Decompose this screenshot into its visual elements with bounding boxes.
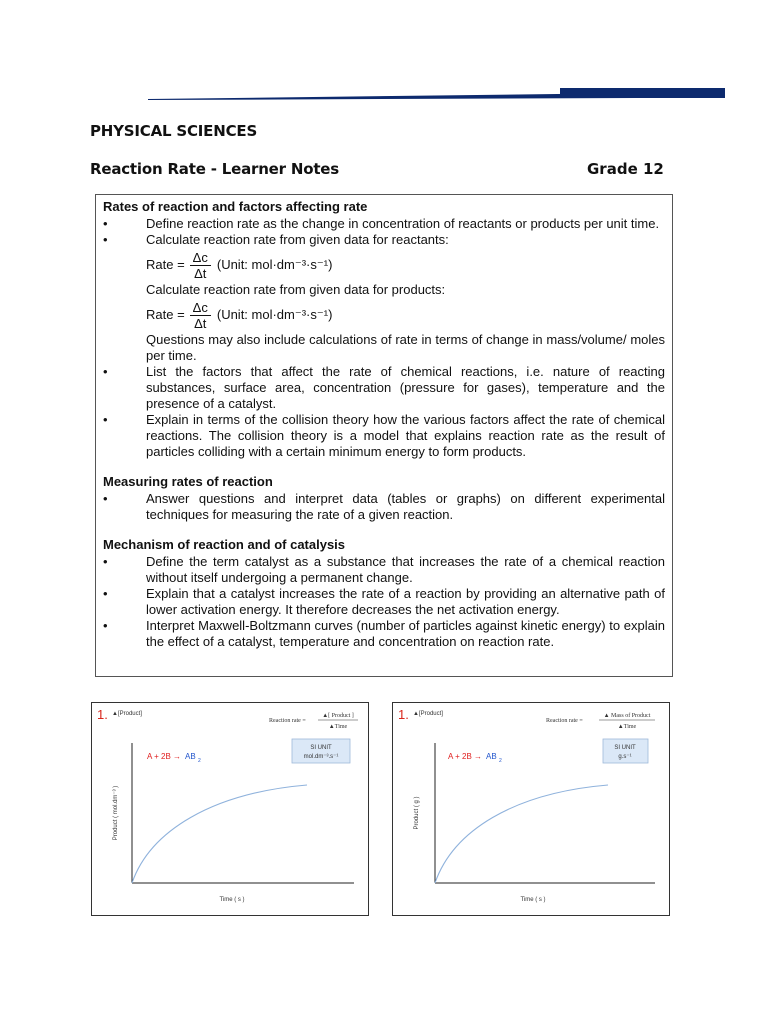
bullet-glyph: • (103, 232, 108, 247)
reaction-equation-rhs: AB (185, 752, 196, 761)
bullet-glyph: • (103, 216, 108, 231)
formula-fraction (190, 300, 211, 331)
list-item (103, 491, 665, 523)
list-item (103, 554, 665, 586)
list-item-text: Explain that a catalyst increases the rate of a reaction by providing an alternative path of lower activation energy. It therefore decreases the net activation energy. (146, 586, 665, 617)
page-subtitle: Reaction Rate - Learner Notes (90, 160, 339, 178)
graph-svg (393, 703, 671, 917)
rate-formula-reactants (103, 248, 665, 282)
section-heading: Measuring rates of reaction (103, 474, 273, 489)
graph-svg (92, 703, 370, 917)
list-item-text: Calculate reaction rate from given data for reactants: (146, 232, 449, 247)
list-item-subtext: Questions may also include calculations of rate in terms of change in mass/volume/ moles per time. (146, 332, 665, 363)
list-item (103, 364, 665, 412)
si-unit-value: mol.dm⁻³.s⁻¹ (303, 754, 339, 760)
y-axis-label: Product ( mol.dm⁻³ ) (113, 785, 119, 841)
list-item (103, 216, 665, 232)
list-item (103, 618, 665, 650)
bullet-glyph: • (103, 491, 108, 506)
formula-denominator: Δt (194, 315, 207, 331)
list-item (103, 412, 665, 460)
bullet-glyph: • (103, 412, 108, 427)
list-item (103, 586, 665, 618)
list-item-text: List the factors that affect the rate of chemical reactions, i.e. nature of reacting substances, surface area, concentration (pressure for gases), temperature and the presence of a catalyst. (146, 364, 665, 411)
learner-notes-box (95, 194, 673, 677)
bullet-glyph: • (103, 554, 108, 569)
list-item-text: Explain in terms of the collision theory how the various factors affect the rate of chemical reactions. The collision theory is a model that explains reaction rate as the result of particles colliding with a certain minimum energy to form products. (146, 412, 665, 459)
product-curve (132, 785, 307, 883)
bullet-glyph: • (103, 618, 108, 633)
formula-fraction (190, 250, 211, 281)
rate-definition-numerator: ▲[ Product ] (322, 713, 354, 719)
graph-number: 1. (398, 707, 409, 722)
formula-lead: Rate = (146, 257, 185, 272)
x-axis-label: Time ( s ) (520, 897, 546, 903)
y-axis-label: Product ( g ) (414, 796, 420, 830)
si-unit-title: SI UNIT (614, 745, 636, 751)
graph-corner-label: ▲[Product] (112, 711, 142, 717)
reaction-equation-rhs: AB (486, 752, 497, 761)
reaction-equation-lhs: A + 2B → (147, 752, 182, 761)
grade-label: Grade 12 (587, 160, 664, 178)
list-item-text: Define the term catalyst as a substance that increases the rate of a chemical reaction without itself undergoing a permanent change. (146, 554, 665, 585)
header-decorative-bar (0, 84, 768, 106)
section-heading: Mechanism of reaction and of catalysis (103, 537, 346, 552)
list-item (103, 232, 665, 248)
formula-unit: (Unit: mol·dm⁻³·s⁻¹) (216, 307, 333, 322)
list-item-text: Answer questions and interpret data (tables or graphs) on different experimental techniques for measuring the rate of a given reaction. (146, 491, 665, 522)
si-unit-title: SI UNIT (310, 745, 332, 751)
section-heading: Rates of reaction and factors affecting rate (103, 199, 368, 214)
graph-panel-concentration (91, 702, 369, 916)
bullet-glyph: • (103, 586, 108, 601)
formula-numerator: Δc (190, 250, 211, 266)
reaction-equation-subscript: 2 (198, 758, 201, 764)
formula-numerator: Δc (190, 300, 211, 316)
rate-definition-denominator: ▲Time (617, 724, 637, 730)
bullet-glyph: • (103, 364, 108, 379)
list-item-text: Define reaction rate as the change in concentration of reactants or products per unit time. (146, 216, 660, 231)
formula-lead: Rate = (146, 307, 185, 322)
list-item-subtext: Calculate reaction rate from given data for products: (146, 282, 446, 297)
graph-number: 1. (97, 707, 108, 722)
rate-formula-products (103, 298, 665, 332)
rate-definition-numerator: ▲ Mass of Product (603, 713, 651, 719)
reaction-equation-lhs: A + 2B → (448, 752, 483, 761)
rate-definition-lead: Reaction rate = (269, 718, 306, 724)
graph-panel-mass (392, 702, 670, 916)
reaction-equation-subscript: 2 (499, 758, 502, 764)
x-axis-label: Time ( s ) (219, 897, 245, 903)
rate-definition-lead: Reaction rate = (546, 718, 583, 724)
graph-corner-label: ▲[Product] (413, 711, 443, 717)
page-title: PHYSICAL SCIENCES (90, 122, 258, 140)
list-item-text: Interpret Maxwell-Boltzmann curves (number of particles against kinetic energy) to explain the effect of a catalyst, temperature and concentration on reaction rate. (146, 618, 665, 649)
formula-unit: (Unit: mol·dm⁻³·s⁻¹) (216, 257, 333, 272)
formula-denominator: Δt (194, 265, 207, 281)
rate-definition-denominator: ▲Time (328, 724, 348, 730)
product-curve (435, 785, 608, 883)
si-unit-value: g.s⁻¹ (618, 754, 632, 760)
